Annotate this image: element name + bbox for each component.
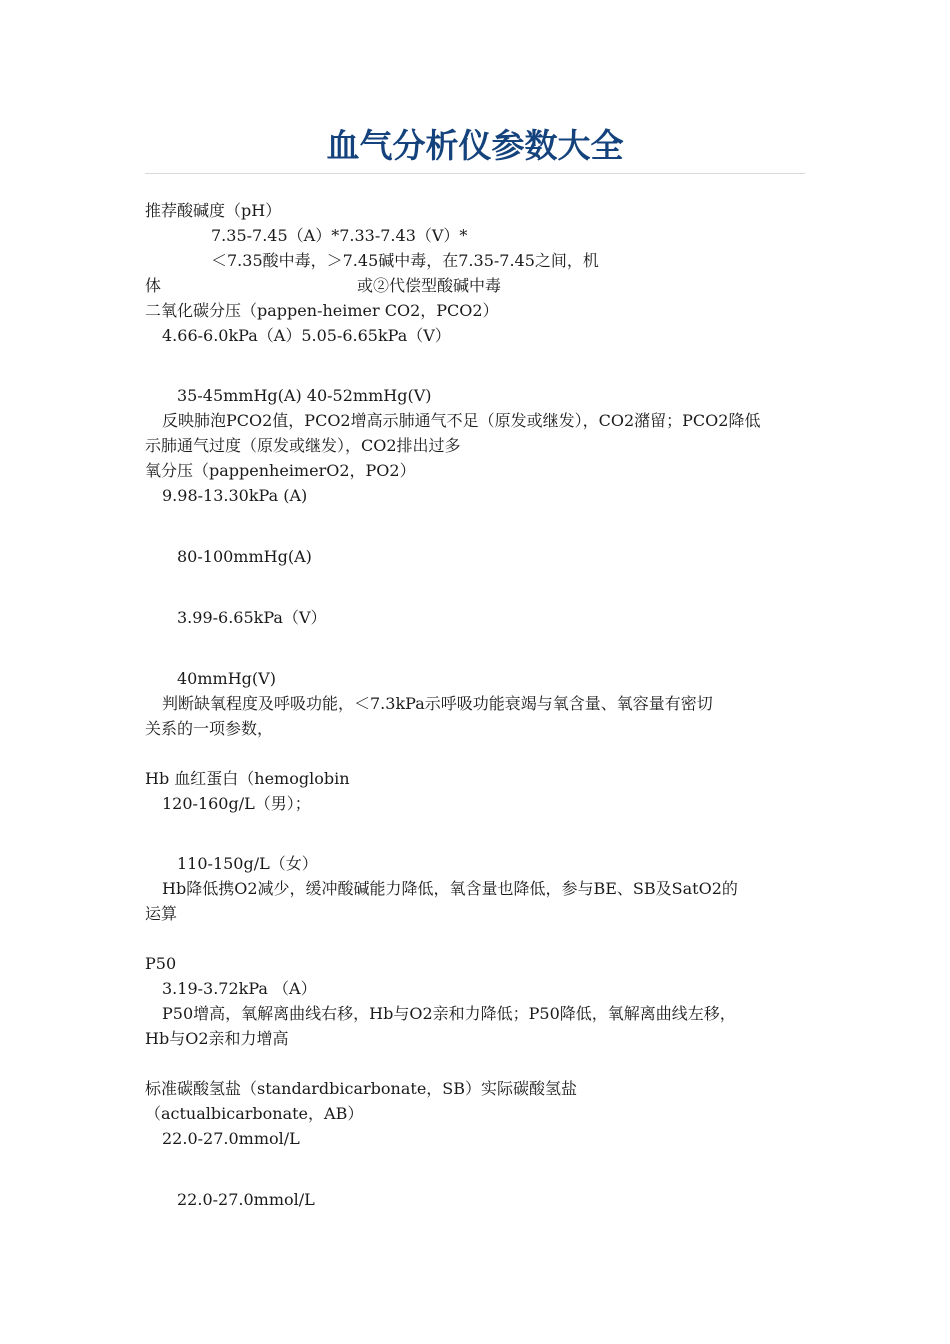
text-line: Hb降低携O2减少，缓冲酸碱能力降低，氧含量也降低，参与BE、SB及SatO2的 bbox=[162, 879, 738, 898]
text-line: Hb与O2亲和力增高 bbox=[145, 1029, 289, 1048]
text-line: 35-45mmHg(A) 40-52mmHg(V) bbox=[177, 386, 432, 405]
text-line: 4.66-6.0kPa（A）5.05-6.65kPa（V） bbox=[162, 326, 451, 345]
text-line: 运算 bbox=[145, 904, 178, 923]
text-line: 120-160g/L（男）； bbox=[162, 794, 311, 813]
text-line: 判断缺氧程度及呼吸功能，＜7.3kPa示呼吸功能衰竭与氧含量、氧容量有密切 bbox=[162, 694, 713, 713]
text-line: 22.0-27.0mmol/L bbox=[162, 1129, 300, 1148]
text-line: 3.19-3.72kPa （A） bbox=[162, 979, 317, 998]
text-line: 7.35-7.45（A）*7.33-7.43（V）* bbox=[211, 226, 468, 245]
text-line: 标准碳酸氢盐（standardbicarbonate，SB）实际碳酸氢盐 bbox=[145, 1079, 578, 1098]
text-line: 二氧化碳分压（pappen-heimer CO2，PCO2） bbox=[145, 301, 499, 320]
text-line: P50增高，氧解离曲线右移，Hb与O2亲和力降低；P50降低，氧解离曲线左移， bbox=[162, 1004, 736, 1023]
text-line: 反映肺泡PCO2值，PCO2增高示肺通气不足（原发或继发），CO2潴留；PCO2降低 bbox=[162, 411, 761, 430]
text-line: 推荐酸碱度（pH） bbox=[145, 201, 282, 220]
text-line: ＜7.35酸中毒，＞7.45碱中毒，在7.35-7.45之间，机 bbox=[211, 251, 599, 270]
text-line: 体 bbox=[145, 276, 162, 295]
text-line: 关系的一项参数， bbox=[145, 719, 274, 738]
text-line: 80-100mmHg(A) bbox=[177, 547, 312, 566]
title-divider bbox=[145, 173, 805, 174]
text-line: 22.0-27.0mmol/L bbox=[177, 1190, 315, 1209]
text-line: 3.99-6.65kPa（V） bbox=[177, 608, 327, 627]
text-line: 示肺通气过度（原发或继发），CO2排出过多 bbox=[145, 436, 461, 455]
text-line: 40mmHg(V) bbox=[177, 669, 276, 688]
text-line: 110-150g/L（女） bbox=[177, 854, 318, 873]
text-line: P50 bbox=[145, 954, 177, 973]
text-line: 氧分压（pappenheimerO2，PO2） bbox=[145, 461, 416, 480]
text-line: Hb 血红蛋白（hemoglobin bbox=[145, 769, 350, 788]
text-line: 或②代偿型酸碱中毒 bbox=[357, 276, 502, 295]
text-line: 9.98-13.30kPa (A) bbox=[162, 486, 308, 505]
text-line: （actualbicarbonate，AB） bbox=[145, 1104, 364, 1123]
page-title: 血气分析仪参数大全 bbox=[326, 126, 624, 165]
